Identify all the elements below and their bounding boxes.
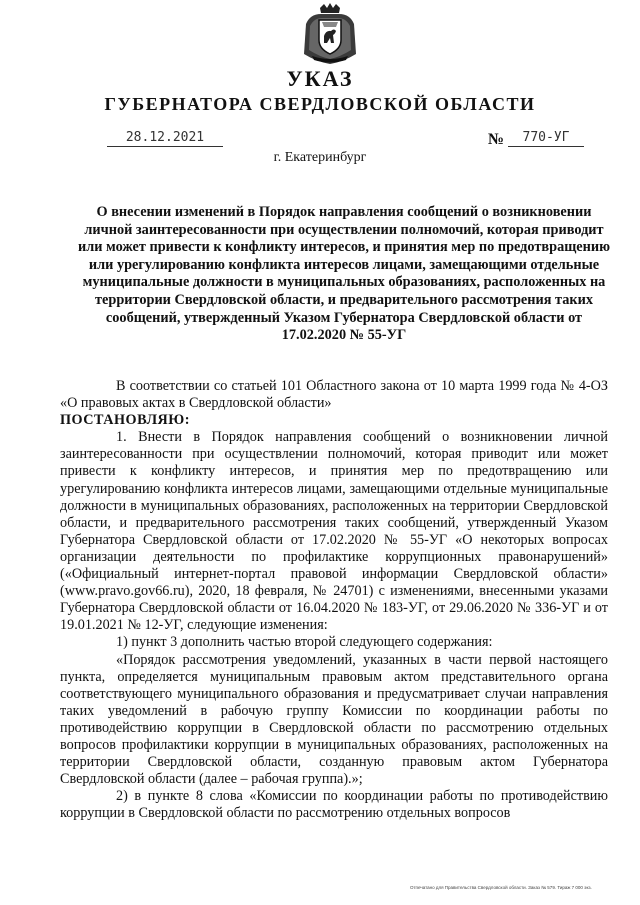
quoted-text: «Порядок рассмотрения уведомлений, указанных в части первой настоящего пункта, определяется муниципальным правовым актом представительного органа соответствующего муниципального образования и предусматривает случаи направления таких уведомлений в рабочую группу Комиссии по координации работы по противодействию коррупции в Свердловской области по рассмотрению отдельных вопросов профилактики коррупции в муниципальных образованиях, расположенных на территории Свердловской области, созданную правовым актом Губернатора Свердловской области (далее – рабочая группа).»; [60,651,608,788]
document-heading: О внесении изменений в Порядок направления сообщений о возникновении личной заинтересованности при осуществлении полномочий, которая приводит или может привести к конфликту интересов, и принятия мер по предотвращению или урегулированию конфликта интересов лицами, замещающими отдельные муниципальные должности в муниципальных образованиях, расположенных на территории Свердловской области, и предварительного рассмотрения таких сообщений, утвержденный Указом Губернатора Свердловской области от 17.02.2020 № 55-УГ [77,204,611,344]
decree-word: ПОСТАНОВЛЯЮ: [60,412,191,429]
issuer-subtitle: ГУБЕРНАТОРА СВЕРДЛОВСКОЙ ОБЛАСТИ [104,94,536,114]
coat-of-arms-icon [298,2,362,66]
decree-date: 28.12.2021 [107,130,223,147]
print-note: Отпечатано для Правительства Свердловской области. Заказ № 579. Тираж 7 000 экз. [410,885,592,890]
document-type-title: УКАЗ [286,66,354,91]
document-body [60,378,608,822]
paragraph-1-item-2: 2) в пункте 8 слова «Комиссии по координации работы по противодействию коррупции в Свердловской области по рассмотрению отдельных вопросов [60,788,608,822]
decree-number: 770-УГ [508,130,584,147]
city: г. Екатеринбург [273,150,367,165]
paragraph-1-item-1: 1) пункт 3 дополнить частью второй следующего содержания: [116,634,493,651]
number-label: № [488,131,505,148]
paragraph-1: 1. Внести в Порядок направления сообщений о возникновении личной заинтересованности при осуществлении полномочий, которая приводит или может привести к конфликту интересов, и принятия мер по предотвращению или урегулированию конфликта интересов лицами, замещающими отдельные муниципальные должности в муниципальных образованиях, расположенных на территории Свердловской области, и предварительного рассмотрения таких сообщений, утвержденный Указом Губернатора Свердловской области от 17.02.2020 № 55-УГ «О некоторых вопросах организации деятельности по профилактике коррупционных правонарушений» («Официальный интернет-портал правовой информации Свердловской области» (www.pravo.gov66.ru), 2020, 18 февраля, № 24701) с изменениями, внесенными указами Губернатора Свердловской области от 16.04.2020 № 183-УГ, от 29.06.2020 № 336-УГ и от 19.01.2021 № 12-УГ, следующие изменения: [60,429,608,634]
intro-paragraph: В соответствии со статьей 101 Областного закона от 10 марта 1999 года № 4-ОЗ «О правовых актах в Свердловской области» [60,378,608,412]
